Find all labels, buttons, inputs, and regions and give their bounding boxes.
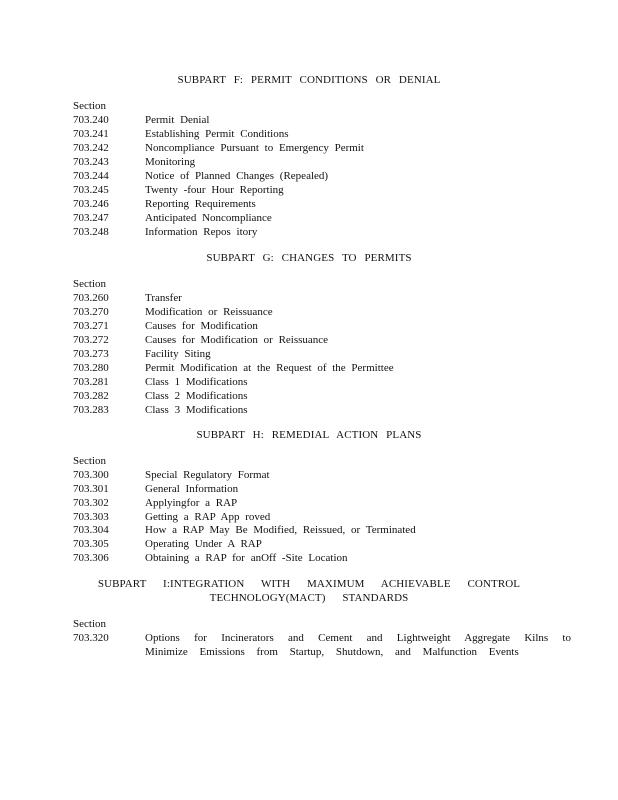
- toc-row: [73, 305, 513, 319]
- section-number: 703.242: [73, 142, 109, 154]
- toc-row: [73, 127, 513, 141]
- toc-row: [73, 291, 513, 305]
- section-number: 703.272: [73, 334, 109, 346]
- section-number: 703.240: [73, 114, 109, 126]
- toc-row: [73, 403, 513, 417]
- section-title: Notice of Planned Changes (Repealed): [145, 170, 329, 182]
- section-number: 703.282: [73, 390, 109, 402]
- section-number: 703.281: [73, 376, 109, 388]
- section-number: 703.244: [73, 170, 109, 182]
- section-number: 703.302: [73, 497, 109, 509]
- section-title: How a RAP May Be Modified, Reissued, or Terminated: [145, 524, 416, 536]
- subpart-i-heading-line2: TECHNOLOGY(MACT) STANDARDS: [209, 592, 409, 604]
- section-title: Permit Modification at the Request of the Permittee: [145, 362, 394, 374]
- toc-row: [73, 155, 513, 169]
- section-title: Getting a RAP App roved: [145, 511, 271, 523]
- section-number: 703.248: [73, 226, 109, 238]
- section-number: 703.245: [73, 184, 109, 196]
- toc-row: [73, 141, 513, 155]
- section-title-line1: Options for Incinerators and Cement and Lightweight Aggregate Kilns to: [145, 632, 571, 644]
- section-title: Special Regulatory Format: [145, 469, 270, 481]
- section-title: Permit Denial: [145, 114, 210, 126]
- toc-row: [73, 482, 513, 496]
- toc-row: [73, 468, 513, 482]
- toc-row: [73, 211, 513, 225]
- section-label: Section: [73, 618, 106, 630]
- section-title-line2: Minimize Emissions from Startup, Shutdown, and Malfunction Events: [145, 646, 519, 658]
- subpart-i-heading-line1: SUBPART I:INTEGRATION WITH MAXIMUM ACHIEVABLE CONTROL: [97, 578, 521, 590]
- toc-row: [73, 551, 513, 565]
- section-title: Class 3 Modifications: [145, 404, 248, 416]
- section-number: 703.301: [73, 483, 109, 495]
- section-title: Class 1 Modifications: [145, 376, 248, 388]
- section-number: 703.246: [73, 198, 109, 210]
- section-title: Twenty -four Hour Reporting: [145, 184, 284, 196]
- toc-row: [73, 333, 513, 347]
- section-title: Anticipated Noncompliance: [145, 212, 272, 224]
- toc-row: [73, 361, 513, 375]
- section-number: 703.241: [73, 128, 109, 140]
- section-number: 703.304: [73, 524, 109, 536]
- section-title: Class 2 Modifications: [145, 390, 248, 402]
- section-title: Information Repos itory: [145, 226, 258, 238]
- section-label: Section: [73, 278, 106, 290]
- section-title: Establishing Permit Conditions: [145, 128, 289, 140]
- section-number: 703.305: [73, 538, 109, 550]
- section-label: Section: [73, 455, 106, 467]
- toc-row: [73, 510, 513, 524]
- section-number: 703.320: [73, 632, 109, 644]
- toc-row: [73, 523, 513, 537]
- section-title: General Information: [145, 483, 239, 495]
- section-number: 703.303: [73, 511, 109, 523]
- section-number: 703.243: [73, 156, 109, 168]
- toc-row: [73, 113, 513, 127]
- section-title: Obtaining a RAP for anOff -Site Location: [145, 552, 348, 564]
- section-title: Noncompliance Pursuant to Emergency Permit: [145, 142, 364, 154]
- subpart-f-heading: SUBPART F: PERMIT CONDITIONS OR DENIAL: [177, 74, 441, 86]
- toc-row: [73, 389, 513, 403]
- section-title: Monitoring: [145, 156, 196, 168]
- toc-row: [73, 183, 513, 197]
- section-number: 703.271: [73, 320, 109, 332]
- section-title: Reporting Requirements: [145, 198, 256, 210]
- toc-row: [73, 169, 513, 183]
- section-title: Causes for Modification or Reissuance: [145, 334, 329, 346]
- toc-row: [73, 496, 513, 510]
- toc-row: [73, 375, 513, 389]
- section-number: 703.300: [73, 469, 109, 481]
- toc-row: [73, 225, 513, 239]
- section-number: 703.306: [73, 552, 109, 564]
- section-title: Facility Siting: [145, 348, 211, 360]
- toc-row: [73, 319, 513, 333]
- section-number: 703.247: [73, 212, 109, 224]
- section-title: Operating Under A RAP: [145, 538, 262, 550]
- toc-row: [73, 347, 513, 361]
- section-title: Applyingfor a RAP: [145, 497, 238, 509]
- section-number: 703.270: [73, 306, 109, 318]
- toc-row: [73, 197, 513, 211]
- section-number: 703.283: [73, 404, 109, 416]
- toc-row: [73, 631, 571, 659]
- section-number: 703.280: [73, 362, 109, 374]
- subpart-h-heading: SUBPART H: REMEDIAL ACTION PLANS: [196, 429, 422, 441]
- section-number: 703.273: [73, 348, 109, 360]
- section-title: Causes for Modification: [145, 320, 258, 332]
- section-title: Modification or Reissuance: [145, 306, 273, 318]
- subpart-g-heading: SUBPART G: CHANGES TO PERMITS: [206, 252, 412, 264]
- section-title: Transfer: [145, 292, 182, 304]
- section-label: Section: [73, 100, 106, 112]
- toc-row: [73, 537, 513, 551]
- section-number: 703.260: [73, 292, 109, 304]
